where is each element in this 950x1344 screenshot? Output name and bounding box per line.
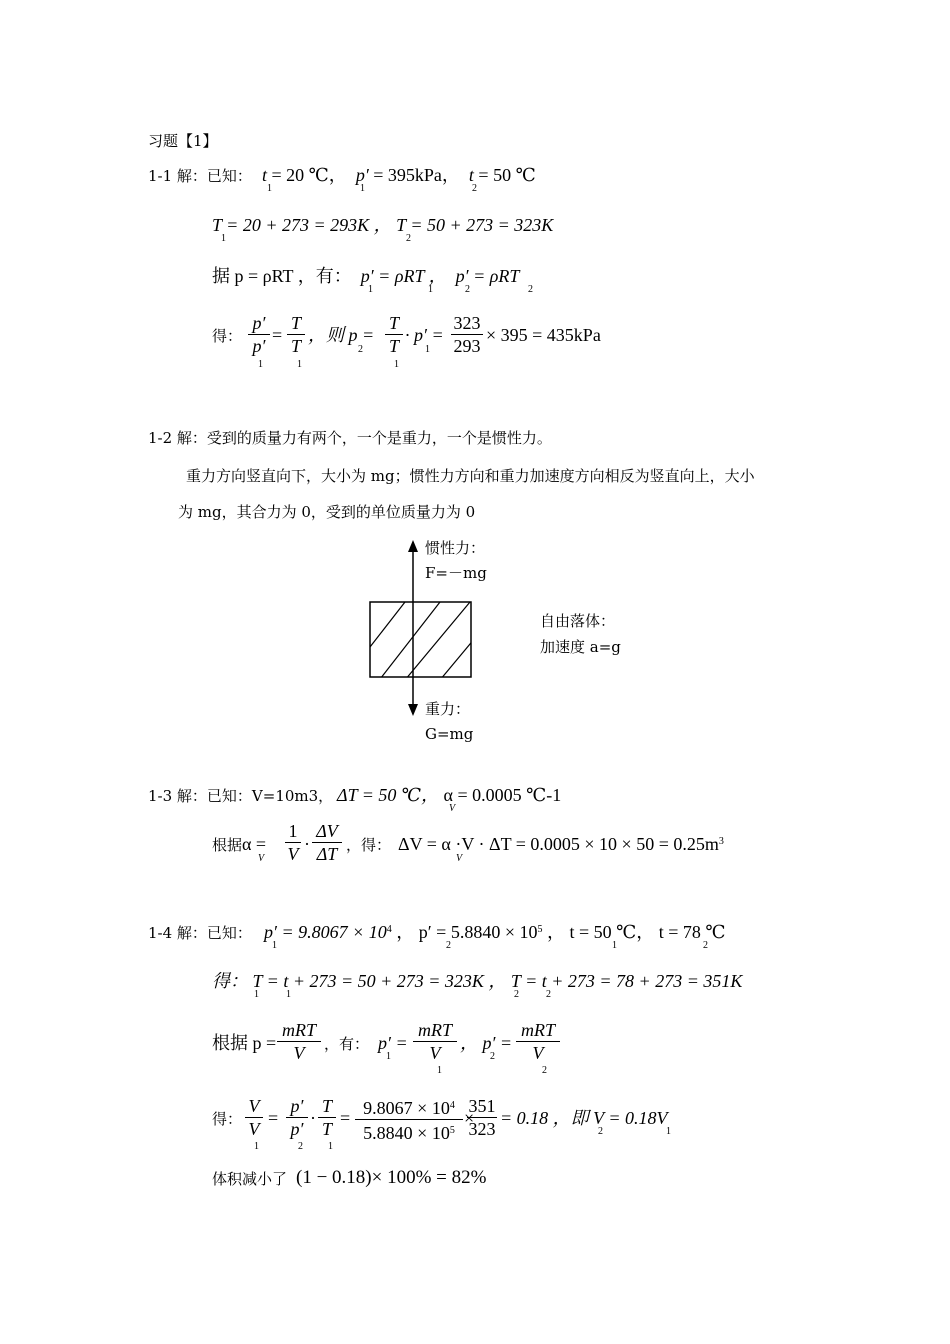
text: α = 0.0005 ℃-1 [443,785,562,805]
problem-1-4-label: 1-4 解：已知： [148,924,252,942]
sub: 2 [546,989,551,1000]
sub: 2 [465,284,470,295]
frac-323-293 [451,312,483,357]
var-t1: t [262,165,268,185]
sub: 1 [221,233,226,244]
text: ， t = 50 ℃， t = 78 ℃ [546,922,726,942]
text: ΔV = α ·V · ΔT = 0.0005 × 10 × 50 = 0.25m [398,834,719,854]
sub: 1 [272,940,277,951]
var-t2: t [468,165,474,185]
sub: 2 [542,1065,547,1076]
text: · [304,834,310,854]
sub: 2 [703,940,708,951]
frac-mRT-V1 [413,1019,457,1064]
arrow-up-head [408,540,418,552]
text: 9.8067 × 10 [363,1098,450,1118]
sub: 1 [286,989,291,1000]
text: ，有： [324,1035,370,1053]
problem-1-2-text: 为 mg，其合力为 0，受到的单位质量力为 0 [178,503,476,521]
sub: 1 [394,359,399,370]
num: 323 [453,313,481,333]
text: ΔT = 50 ℃， [337,785,440,805]
den: 293 [453,336,481,356]
text: ，则 p = [308,325,375,345]
inertia-label: 惯性力： [425,539,486,557]
sub: 1 [386,1051,391,1062]
frac-mRT-V [277,1019,321,1064]
num: V [248,1096,260,1116]
num: 351 [468,1096,496,1116]
body-box [370,602,471,677]
den: 323 [468,1119,496,1139]
hatch-lines [370,602,490,692]
frac-1-V [285,820,301,865]
den: V [293,1043,305,1063]
sub: V [449,803,456,814]
num: mRT [520,1020,555,1040]
sub: 1 [368,284,373,295]
eq-1-1-result-label: 得： [212,327,243,345]
text [337,786,561,804]
frac-t2-t1 [287,312,305,357]
sub: 2 [472,183,477,194]
text: = 0.18 ，即 V = 0.18V [500,1108,668,1128]
frac-351-323 [467,1095,497,1140]
text: ， p′ = 5.8840 × 10 [396,922,538,942]
num: p′ [252,313,266,333]
text: × 395 = 435kPa [486,325,601,345]
den: ΔT [316,844,338,864]
sup: 5 [537,924,543,935]
sub: 2 [358,344,363,355]
text: p′ = ρRT [455,266,520,286]
text: p′ = [378,1033,408,1053]
val-t1: = 20 ℃， [271,165,347,185]
frac-mRT-V2 [516,1019,560,1064]
sub: V [258,853,265,864]
text: p′ = 9.8067 × 10 [264,922,387,942]
freefall-label: 自由落体： [540,612,616,630]
num: 1 [288,821,298,841]
num: T [388,313,399,333]
text [264,923,726,941]
acceleration-label: 加速度 a=g [540,638,621,656]
sub: 2 [514,989,519,1000]
frac-pressures [355,1095,463,1144]
num: ΔV [316,821,338,841]
page-title: 习题【1】 [148,132,218,150]
sub: 1 [254,989,259,1000]
text [398,835,724,853]
num [355,1095,463,1119]
sub: 1 [437,1065,442,1076]
num: p′ [290,1096,304,1116]
eq-1-1-given [262,166,536,184]
sub: 1 [254,1141,259,1152]
sup: 5 [449,1125,455,1136]
text: 5.8840 × 10 [363,1123,450,1143]
num: T [290,313,301,333]
den: V [532,1043,544,1063]
text: p′ = ρRT ， [360,266,447,286]
text: 根据 [212,836,243,854]
sub: 1 [612,940,617,951]
eq-sign: = [340,1108,351,1128]
sub: 2 [490,1051,495,1062]
den: T [388,336,399,356]
eq-1-1-state [212,267,519,285]
sub: 1 [328,1141,333,1152]
text: × [464,1108,475,1128]
den: V [287,844,299,864]
eq-sign: = [272,325,283,345]
sub: 1 [258,359,263,370]
frac-V2-V1 [245,1095,263,1140]
sub: 2 [528,284,533,295]
den: T [321,1119,332,1139]
text: · p′ = [405,325,444,345]
sup: 3 [718,836,724,847]
gravity-force: G=mg [425,725,474,743]
val-t2: = 50 ℃ [478,165,536,185]
problem-1-3-label: 1-3 解：已知：V=10m3， [148,787,334,805]
text: ，得： [346,836,392,854]
sub: 2 [298,1141,303,1152]
sub: 1 [428,284,433,295]
val-p1: = 395kPa， [373,165,460,185]
den: V [248,1119,260,1139]
eq-1-1-temperature: T = 20 + 273 = 293K ， T = 50 + 273 = 323K [212,215,554,235]
frac-p2-p1 [248,312,270,357]
text: α = [242,834,267,854]
text: 体积减小了 [212,1170,288,1188]
den: p′ [252,336,266,356]
problem-1-1-label: 1-1 解：已知： [148,167,252,185]
inertia-force: F=－mg [425,564,487,582]
arrow-down-head [408,704,418,716]
eq-sign: = [268,1108,279,1128]
frac-p1-p2 [286,1095,308,1140]
sup: 4 [386,924,392,935]
den: T [290,336,301,356]
num: mRT [281,1020,316,1040]
volume-reduction: (1 − 0.18)× 100% = 82% [296,1167,487,1188]
sub: 2 [406,233,411,244]
text: 根据 p = [212,1033,277,1053]
problem-1-2-text: 重力方向竖直向下，大小为 mg；惯性力方向和重力加速度方向相反为竖直向上，大小 [186,467,755,485]
frac-dV-dT [312,820,342,865]
den [355,1120,463,1144]
sub: V [456,853,463,864]
text: 得： [212,1110,243,1128]
sub: 1 [360,183,365,194]
sup: 4 [449,1100,455,1111]
num: mRT [417,1020,452,1040]
sub: 1 [425,344,430,355]
frac-t2-t1-b [385,312,403,357]
den: p′ [290,1119,304,1139]
gravity-label: 重力： [425,700,471,718]
den: V [429,1043,441,1063]
frac-T2-T1 [318,1095,336,1140]
sub: 2 [446,940,451,951]
num: T [321,1096,332,1116]
sub: 1 [297,359,302,370]
text: 得： T = t + 273 = 50 + 273 = 323K ， T = t + 273 = 78 + 273 = 351K [212,971,743,991]
problem-1-2-label: 1-2 解：受到的质量力有两个，一个是重力，一个是惯性力。 [148,429,552,447]
text: · [310,1108,316,1128]
text: 据 p = ρRT ，有： [212,266,352,286]
sub: 1 [666,1126,671,1137]
sub: 2 [598,1126,603,1137]
text: ， p′ = [460,1033,513,1053]
var-p1: p′ [355,165,369,185]
sub: 1 [267,183,272,194]
